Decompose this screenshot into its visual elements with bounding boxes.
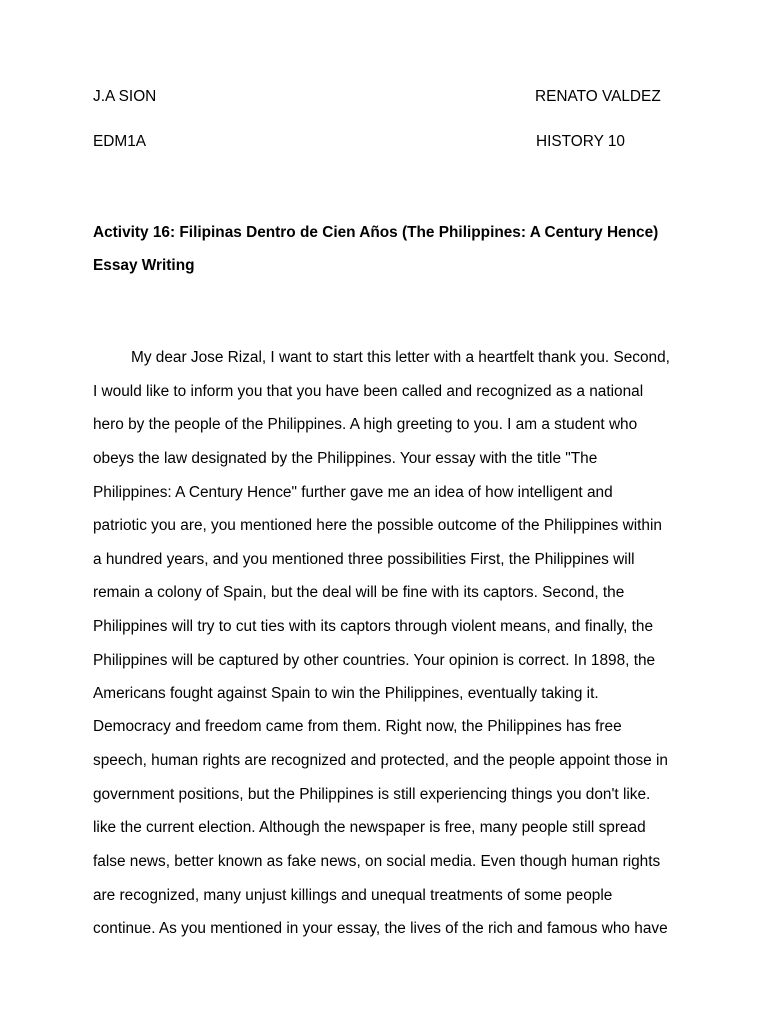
- essay-line: speech, human rights are recognized and protected, and the people appoint those in: [93, 752, 668, 769]
- essay-line: Philippines will try to cut ties with its captors through violent means, and finally, the: [93, 618, 654, 635]
- document-title: Activity 16: Filipinas Dentro de Cien Años (The Philippines: A Century Hence): [93, 224, 659, 241]
- essay-line: Philippines: A Century Hence" further gave me an idea of how intelligent and: [93, 484, 613, 501]
- essay-line: false news, better known as fake news, on social media. Even though human rights: [93, 853, 661, 870]
- instructor-name: RENATO VALDEZ: [535, 88, 661, 105]
- essay-line: obeys the law designated by the Philippines. Your essay with the title "The: [93, 450, 598, 467]
- course-name: HISTORY 10: [536, 133, 625, 150]
- essay-line: hero by the people of the Philippines. A high greeting to you. I am a student who: [93, 416, 638, 433]
- essay-line: I would like to inform you that you have been called and recognized as a national: [93, 383, 644, 400]
- essay-line: are recognized, many unjust killings and unequal treatments of some people: [93, 887, 613, 904]
- essay-line: a hundred years, and you mentioned three possibilities First, the Philippines will: [93, 551, 635, 568]
- document-subtitle: Essay Writing: [93, 257, 195, 274]
- essay-line: Americans fought against Spain to win the Philippines, eventually taking it.: [93, 685, 599, 702]
- essay-line: patriotic you are, you mentioned here the possible outcome of the Philippines within: [93, 517, 662, 534]
- essay-line: government positions, but the Philippines is still experiencing things you don't like.: [93, 786, 651, 803]
- essay-line: like the current election. Although the newspaper is free, many people still spread: [93, 819, 646, 836]
- essay-line: continue. As you mentioned in your essay, the lives of the rich and famous who have: [93, 920, 668, 937]
- student-name: J.A SION: [93, 88, 157, 105]
- essay-line: remain a colony of Spain, but the deal will be fine with its captors. Second, the: [93, 584, 625, 601]
- essay-line: Philippines will be captured by other countries. Your opinion is correct. In 1898, the: [93, 652, 656, 669]
- essay-line: My dear Jose Rizal, I want to start this letter with a heartfelt thank you. Second,: [131, 349, 670, 366]
- essay-line: Democracy and freedom came from them. Right now, the Philippines has free: [93, 718, 622, 735]
- section-code: EDM1A: [93, 133, 147, 150]
